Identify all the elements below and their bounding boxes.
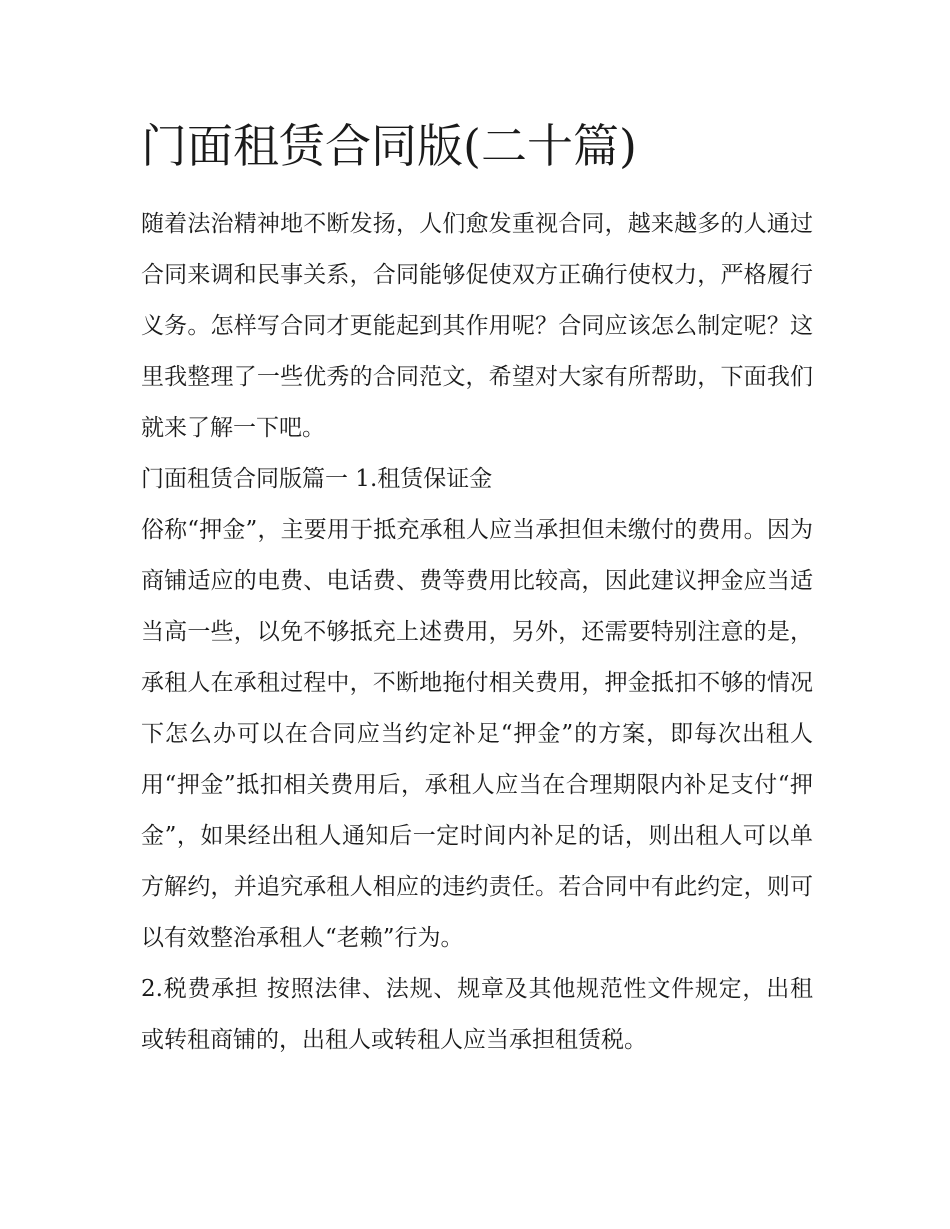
intro-paragraph: 随着法治精神地不断发扬，人们愈发重视合同，越来越多的人通过合同来调和民事关系，合同能够促使双方正确行使权力，严格履行义务。怎样写合同才更能起到其作用呢？合同应该怎么制定呢？这里我整理了一些优秀的合同范文，希望对大家有所帮助，下面我们就来了解一下吧。 xyxy=(141,211,813,441)
tax-paragraph: 2.税费承担 按照法律、法规、规章及其他规范性文件规定，出租或转租商铺的，出租人或转租人应当承担租赁税。 xyxy=(141,976,813,1053)
deposit-paragraph: 俗称“押金”，主要用于抵充承租人应当承担但未缴付的费用。因为商铺适应的电费、电话费、费等费用比较高，因此建议押金应当适当高一些，以免不够抵充上述费用，另外，还需要特别注意的是，承租人在承租过程中，不断地拖付相关费用，押金抵扣不够的情况下怎么办可以在合同应当约定补足“押金”的方案，即每次出租人用“押金”抵扣相关费用后，承租人应当在合理期限内补足支付“押金”，如果经出租人通知后一定时间内补足的话，则出租人可以单方解约，并追究承租人相应的违约责任。若合同中有此约定，则可以有效整治承租人“老赖”行为。 xyxy=(141,517,813,951)
document-body xyxy=(141,112,813,1066)
section-heading-paragraph: 门面租赁合同版篇一 1.租赁保证金 xyxy=(141,466,493,492)
document-title: 门面租赁合同版(二十篇) xyxy=(141,119,637,173)
